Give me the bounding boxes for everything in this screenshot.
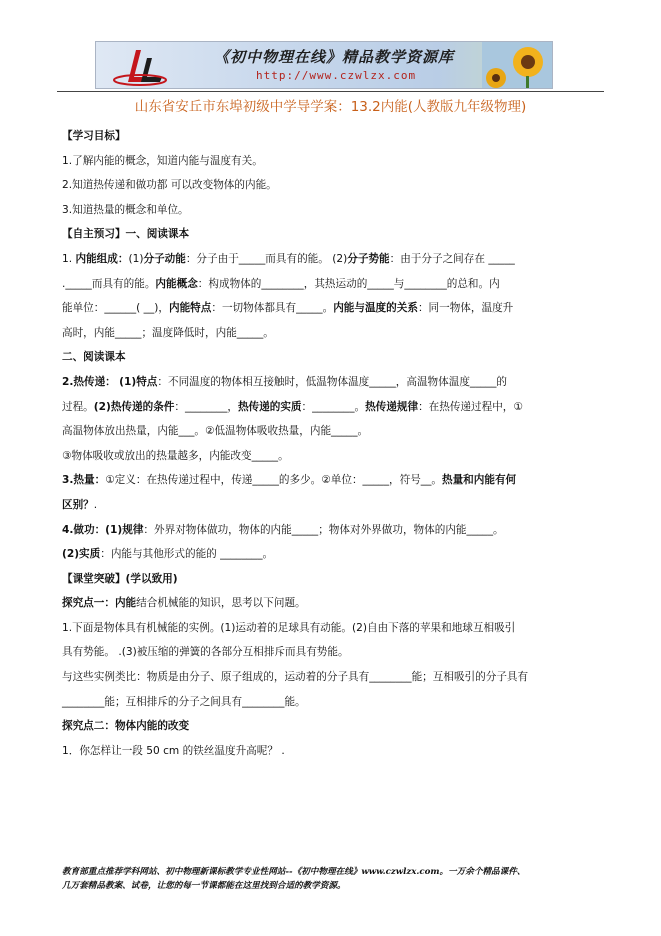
text-line [62, 222, 594, 247]
footer [62, 865, 602, 893]
text-line [62, 419, 594, 444]
text-run: 1.了解内能的概念，知道内能与温度有关。 [62, 154, 263, 167]
banner-title: 《初中物理在线》精品教学资源库 [214, 48, 455, 66]
text-line [62, 640, 594, 665]
bold-text-run: 【自主预习】一、阅读课本 [62, 228, 190, 241]
text-line [62, 149, 594, 174]
text-run: ：不同温度的物体相互接触时，低温物体温度_____，高温物体温度_____的 [157, 375, 507, 388]
text-run: 1.下面是物体具有机械能的实例。(1)运动着的足球具有动能。(2)自由下落的苹果和地球互相吸引 [62, 621, 516, 634]
text-run: 1. [62, 252, 76, 265]
text-line [62, 198, 594, 223]
bold-text-run: 二、阅读课本 [62, 351, 126, 364]
text-run: ：________， [174, 400, 238, 413]
bold-text-run: 3.热量： [62, 474, 106, 487]
text-line [62, 493, 594, 518]
text-run: ________能；互相排斥的分子之间具有________能。 [62, 695, 306, 708]
bold-text-run: 热传递的实质 [237, 400, 302, 413]
bold-text-run: 内能与温度的关系 [333, 302, 418, 315]
text-run: ：分子由于_____而具有的能。 (2) [185, 252, 348, 265]
text-run: ：内能与其他形式的能的 ________。 [100, 548, 274, 561]
text-run: (1) [128, 252, 144, 265]
text-line [62, 345, 594, 370]
bold-text-run: 内能概念 [155, 277, 198, 290]
site-logo [110, 46, 170, 86]
text-line [62, 468, 594, 493]
footer-line-2: 几万套精品教案、试卷，让您的每一节课都能在这里找到合适的教学资源。 [62, 881, 346, 891]
bold-text-run: 热量和内能有何 [442, 474, 517, 487]
text-run: 高温物体放出热量，内能___。②低温物体吸收热量，内能_____。 [62, 425, 369, 438]
bold-text-run: 内能组成： [75, 252, 129, 265]
bold-text-run: 热传递规律 [365, 400, 419, 413]
text-run: ：外界对物体做功，物体的内能_____；物体对外界做功，物体的内能_____。 [143, 523, 504, 536]
text-line [62, 739, 594, 764]
document-title: 山东省安丘市东埠初级中学导学案：13.2内能(人教版九年级物理) [134, 99, 527, 115]
footer-line-1: 教育部重点推荐学科网站、初中物理新课标教学专业性网站--《初中物理在线》www.czwlzx.com。一万余个精品课件、 [62, 867, 526, 877]
text-run: ：由于分子之间存在 _____ [389, 252, 515, 265]
text-line [62, 370, 594, 395]
text-line [62, 444, 594, 469]
text-run: ：在热传递过程中，① [418, 400, 523, 413]
text-line [62, 173, 594, 198]
text-line [62, 665, 594, 690]
text-run: ①定义：在热传递过程中，传递_____的多少。②单位：_____，符号__。 [105, 474, 442, 487]
text-line [62, 542, 594, 567]
bold-text-run: (1)特点 [119, 375, 158, 388]
text-line [62, 567, 594, 592]
header-banner [95, 41, 553, 89]
text-line [62, 321, 594, 346]
text-run: 能单位：______( __)， [62, 302, 169, 315]
bold-text-run: 探究点二：物体内能的改变 [62, 720, 190, 733]
header-divider [57, 91, 604, 92]
text-run: 3.知道热量的概念和单位。 [62, 203, 189, 216]
bold-text-run: 4.做功：(1)规律 [62, 523, 144, 536]
text-run: 2.知道热传递和做功都 可以改变物体的内能。 [62, 179, 277, 192]
text-run: 高时，内能_____；温度降低时，内能_____。 [62, 326, 274, 339]
text-line [62, 272, 594, 297]
text-line [62, 616, 594, 641]
text-line [62, 591, 594, 616]
text-run: ：构成物体的________，其热运动的_____与________的总和。内 [197, 277, 500, 290]
bold-text-run: 2.热传递： [62, 375, 116, 388]
text-run: 与这些实例类比：物质是由分子、原子组成的，运动着的分子具有________能；互相吸引的分子具有 [62, 671, 529, 684]
bold-text-run: 【学习目标】 [62, 130, 126, 142]
text-run: ③物体吸收或放出的热量越多，内能改变_____。 [62, 449, 289, 462]
text-run: 具有势能。 .(3)被压缩的弹簧的各部分互相排斥而具有势能。 [62, 646, 349, 659]
text-run: 1．你怎样让一段 50 cm 的铁丝温度升高呢？ . [62, 744, 285, 757]
document-body [62, 124, 594, 763]
text-line [62, 518, 594, 543]
text-run: ：一切物体都具有_____。 [211, 302, 334, 315]
text-run: ._____而具有的能。 [62, 277, 156, 290]
bold-text-run: 分子动能 [143, 252, 186, 265]
bold-text-run: 区别？ [62, 498, 94, 511]
text-line [62, 124, 594, 149]
banner-url[interactable]: http://www.czwlzx.com [256, 69, 417, 82]
bold-text-run: 内能特点 [168, 302, 212, 315]
text-run: ：________。 [301, 400, 366, 413]
text-line [62, 395, 594, 420]
bold-text-run: 探究点一：内能 [62, 597, 137, 610]
text-line [62, 714, 594, 739]
text-line [62, 247, 594, 272]
text-run: 过程。 [62, 400, 94, 413]
sunflower-image [482, 42, 552, 89]
bold-text-run: (2)热传递的条件 [93, 400, 175, 413]
text-line [62, 690, 594, 715]
bold-text-run: (2)实质 [62, 548, 101, 561]
bold-text-run: 分子势能 [347, 252, 390, 265]
text-run: . [93, 498, 98, 511]
text-run: 结合机械能的知识，思考以下问题。 [136, 597, 306, 610]
text-line [62, 296, 594, 321]
text-run: ：同一物体，温度升 [417, 302, 514, 315]
bold-text-run: 【课堂突破】(学以致用) [62, 572, 178, 585]
